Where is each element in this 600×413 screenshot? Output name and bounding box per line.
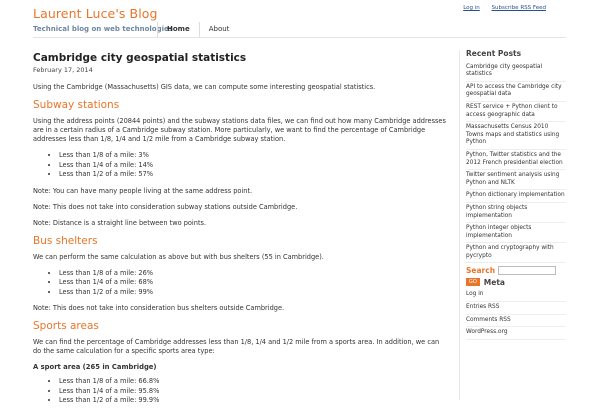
nav-about[interactable]: About	[199, 22, 239, 37]
list-item: • Less than 1/8 of a mile: 66.8%	[59, 377, 448, 387]
list-item: • Less than 1/8 of a mile: 3%	[59, 151, 448, 161]
sidebar-divider	[459, 50, 460, 400]
meta-wordpress-link[interactable]: WordPress.org	[466, 327, 566, 340]
post-date: February 17, 2014	[33, 66, 93, 74]
site-tagline: Technical blog on web technologies	[33, 25, 173, 33]
subway-stats-list	[33, 151, 448, 180]
recent-post-link[interactable]: Massachusetts Census 2010 Towns maps and statistics using Python	[466, 122, 566, 150]
site-header	[0, 0, 600, 40]
recent-post-link[interactable]: Python and cryptography with pycrypto	[466, 243, 566, 263]
site-title-link[interactable]: Laurent Luce's Blog	[33, 6, 158, 21]
subheading-sport-area: A sport area (265 in Cambridge)	[33, 363, 157, 371]
list-item: • Less than 1/2 of a mile: 57%	[59, 170, 448, 180]
meta-heading: Meta	[483, 277, 505, 287]
main-nav	[157, 22, 238, 37]
meta-entries-rss-link[interactable]: Entries RSS	[466, 302, 566, 315]
meta-links	[466, 289, 566, 339]
top-links	[453, 5, 546, 11]
post-intro: Using the Cambridge (Massachusetts) GIS data, we can compute some interesting geospatial statistics.	[33, 83, 376, 91]
recent-post-link[interactable]: Python integer objects implementation	[466, 223, 566, 243]
nav-home[interactable]: Home	[157, 22, 199, 37]
recent-post-link[interactable]: REST service + Python client to access geographic data	[466, 102, 566, 122]
list-item: • Less than 1/4 of a mile: 68%	[59, 278, 448, 288]
rss-link[interactable]: Subscribe RSS Feed	[491, 5, 546, 11]
section-text-subway: Using the address points (20844 points) and the subway stations data files, we can find out how many Cambridge addresses are in a certain radius of a Cambridge subway station. More particularly, we want to find the percentage of Cambridge addresses less than 1/8, 1/4 and 1/2 mile from a Cambridge subway station.	[33, 117, 446, 143]
list-item: • Less than 1/2 of a mile: 99%	[59, 288, 448, 298]
sports-stats-list	[33, 377, 448, 406]
post-title[interactable]: Cambridge city geospatial statistics	[33, 52, 247, 64]
list-item: • Less than 1/4 of a mile: 14%	[59, 161, 448, 171]
section-heading-sports: Sports areas	[33, 320, 99, 332]
search-go-button[interactable]: GO	[466, 278, 480, 286]
recent-post-link[interactable]: Python dictionary implementation	[466, 190, 566, 203]
section-heading-bus: Bus shelters	[33, 234, 98, 247]
note-subway-outside: Note: This does not take into consideration subway stations outside Cambridge.	[33, 202, 298, 211]
bus-stats-list	[33, 269, 448, 298]
recent-posts-list	[466, 62, 566, 264]
post-content	[33, 52, 448, 413]
list-item: • Less than 1/4 of a mile: 95.8%	[59, 387, 448, 397]
recent-post-link[interactable]: Twitter sentiment analysis using Python and NLTK	[466, 170, 566, 190]
note-bus-outside: Note: This does not take into consideration bus shelters outside Cambridge.	[33, 304, 285, 312]
search-row	[466, 266, 566, 275]
section-text-sports: We can find the percentage of Cambridge addresses less than 1/8, 1/4 and 1/2 mile from a sports area. In addition, we can do the same calculation for a specific sports area type:	[33, 338, 440, 355]
list-item: • Less than 1/8 of a mile: 26%	[59, 269, 448, 279]
nav-divider	[33, 37, 566, 38]
login-link[interactable]: Log in	[463, 5, 480, 11]
recent-posts-heading: Recent Posts	[466, 49, 522, 58]
recent-post-link[interactable]: Python, Twitter statistics and the 2012 French presidential election	[466, 150, 566, 170]
note-distance: Note: Distance is a straight line between two points.	[33, 218, 207, 227]
search-input[interactable]	[498, 266, 556, 275]
section-heading-subway: Subway stations	[33, 99, 120, 111]
section-text-bus: We can perform the same calculation as above but with bus shelters (55 in Cambridge).	[33, 252, 324, 261]
search-label: Search	[466, 266, 496, 276]
list-item: • Less than 1/2 of a mile: 99.9%	[59, 396, 448, 406]
recent-post-link[interactable]: API to access the Cambridge city geospatial data	[466, 82, 566, 102]
note-people: Note: You can have many people living at the same address point.	[33, 186, 253, 195]
recent-post-link[interactable]: Python string objects implementation	[466, 203, 566, 223]
meta-login-link[interactable]: Log in	[466, 289, 566, 302]
sidebar	[466, 50, 566, 340]
meta-row	[466, 278, 566, 286]
recent-post-link[interactable]: Cambridge city geospatial statistics	[466, 62, 566, 82]
meta-comments-rss-link[interactable]: Comments RSS	[466, 315, 566, 328]
